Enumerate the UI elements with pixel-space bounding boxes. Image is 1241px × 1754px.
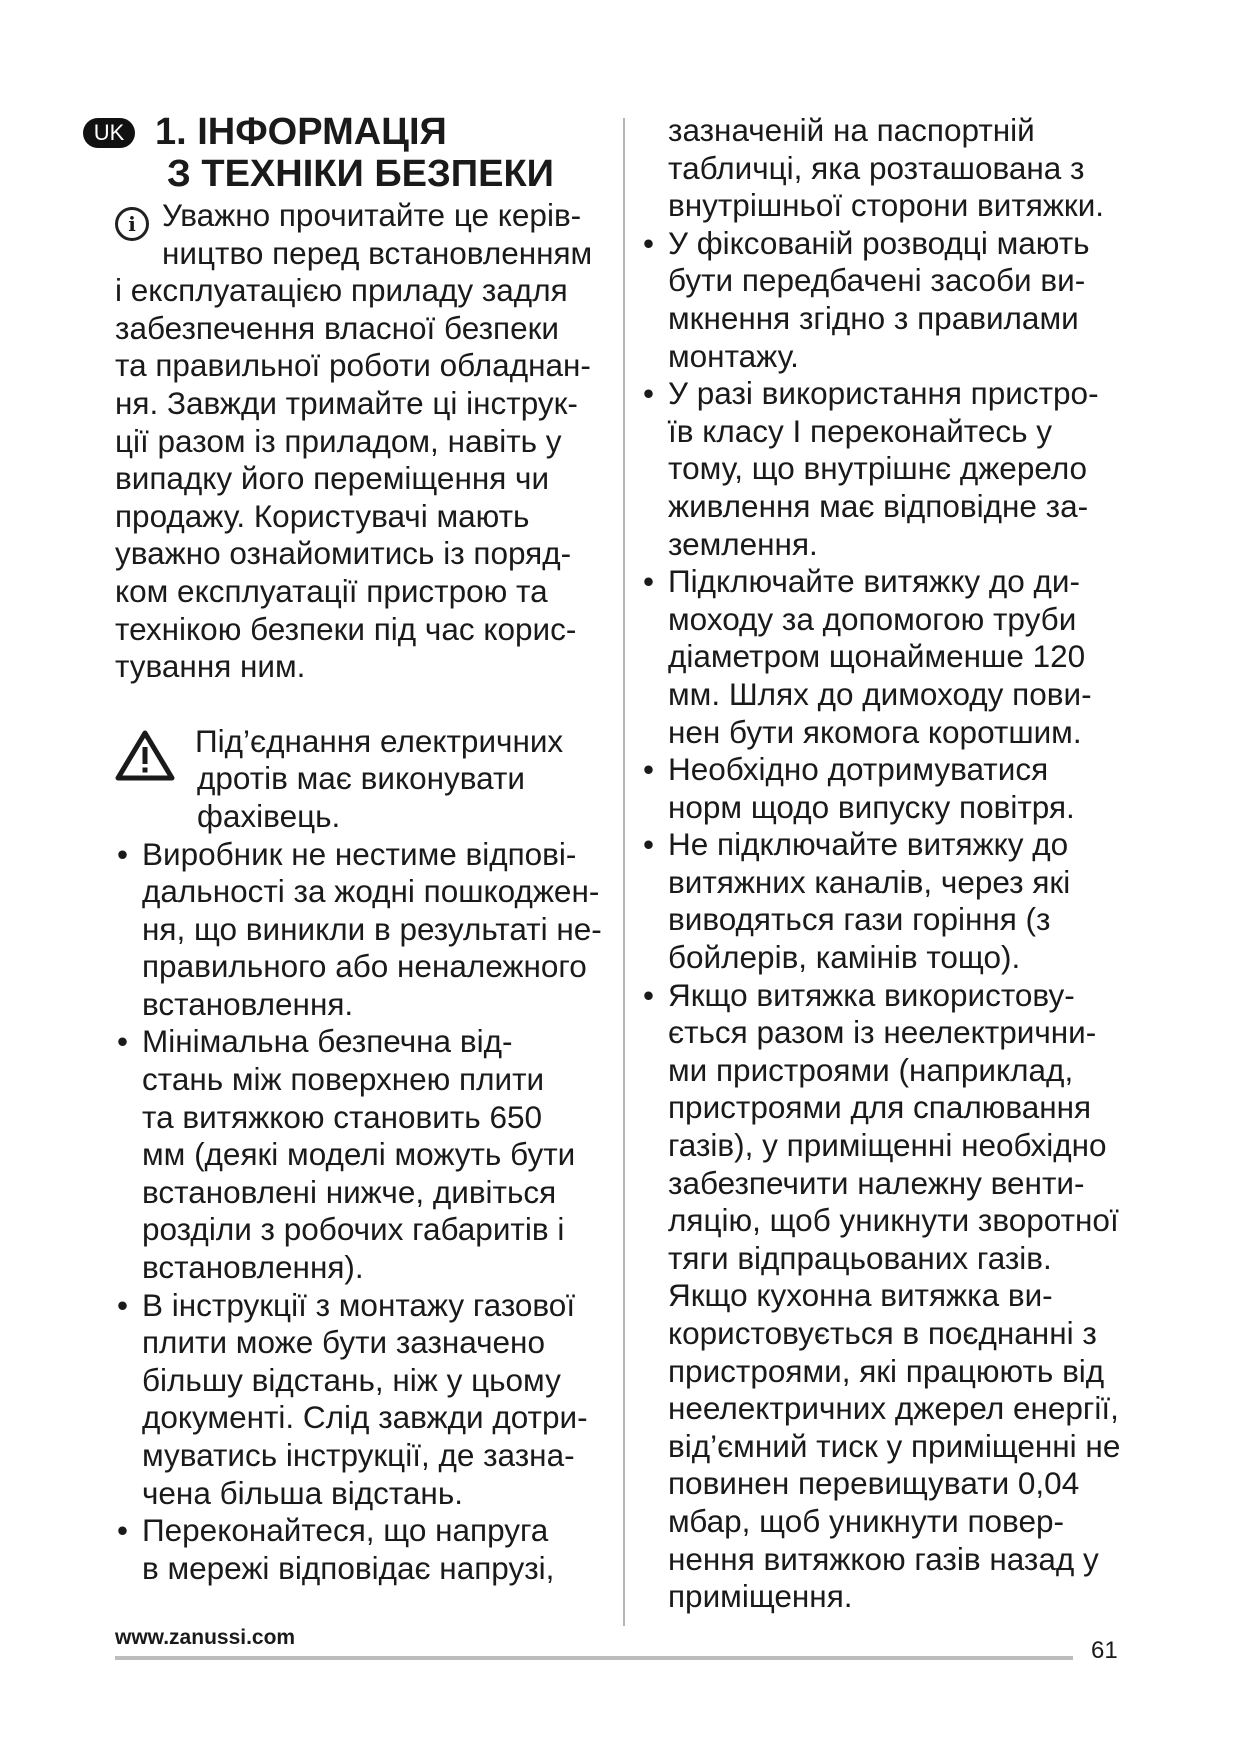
column-divider [623, 118, 625, 1626]
bullet-line: від’ємний тиск у приміщенні не [668, 1427, 1121, 1464]
bullet-line: В інструкції з монтажу газової [142, 1286, 576, 1323]
warning-paragraph [115, 723, 621, 836]
bullet-line: розділи з робочих габаритів і [142, 1211, 565, 1248]
bullet-line: мм. Шлях до димоходу пови- [668, 675, 1092, 712]
warning-line: фахівець. [197, 797, 341, 834]
bullet-line: діаметром щонайменше 120 [668, 638, 1086, 675]
bullet-line: приміщення. [668, 1578, 853, 1615]
bullet-line: нення витяжкою газів назад у [668, 1540, 1099, 1577]
text-line: внутрішньої сторони витяжки. [668, 187, 1105, 224]
bullet-line: газів), у приміщенні необхідно [668, 1127, 1107, 1164]
bullet-item [115, 836, 621, 1024]
bullet-line: нен бути якомога коротшим. [668, 713, 1082, 750]
continuation-paragraph [641, 112, 1147, 225]
intro-line: ції разом із приладом, навіть у [115, 422, 562, 459]
bullet-line: користовується в поєднанні з [668, 1315, 1097, 1351]
language-badge: UK [83, 118, 135, 148]
bullet-line: плити може бути зазначено [142, 1324, 545, 1361]
warning-triangle-icon [115, 729, 175, 781]
bullet-line: та витяжкою становить 650 [142, 1098, 542, 1135]
bullet-line: Мінімальна безпечна від- [142, 1023, 513, 1060]
page-number: 61 [1091, 1637, 1118, 1664]
bullet-line: норм щодо випуску повітря. [668, 788, 1075, 825]
intro-paragraph [115, 197, 621, 686]
bullet-line: встановлення). [142, 1249, 364, 1286]
text-line: зазначеній на паспортній [668, 112, 1035, 148]
bullet-line: монтажу. [668, 337, 799, 374]
bullet-line: муватись інструкції, де зазна- [142, 1437, 575, 1473]
bullet-item [641, 375, 1147, 563]
intro-line: тування ним. [115, 648, 306, 685]
intro-line: та правильної роботи обладнан- [115, 347, 591, 384]
bullet-line: ляцію, щоб уникнути зворотної [668, 1202, 1119, 1239]
bullet-line: виводяться гази горіння (з [668, 901, 1051, 938]
heading-line-2: З ТЕХНІКИ БЕЗПЕКИ [167, 153, 554, 195]
intro-line: забезпечення власної безпеки [115, 309, 559, 346]
bullet-line: документі. Слід завжди дотри- [142, 1399, 588, 1436]
bullet-line: повинен перевищувати 0,04 [668, 1465, 1080, 1502]
bullet-line: їв класу I переконайтесь у [668, 412, 1053, 449]
bullet-icon: • [117, 1512, 129, 1549]
bullet-item [115, 1287, 621, 1513]
intro-line: уважно ознайомитись із поряд- [115, 535, 572, 572]
bullet-line: У разі використання пристро- [668, 375, 1099, 412]
bullet-line: Якщо кухонна витяжка ви- [668, 1277, 1053, 1314]
bullet-line: витяжних каналів, через які [668, 863, 1071, 900]
bullet-line: дальності за жодні пошкоджен- [142, 873, 600, 910]
intro-line: ня. Завжди тримайте ці інструк- [115, 384, 578, 421]
bullet-line: Необхідно дотримуватися [668, 751, 1049, 788]
bullet-line: бути передбачені засоби ви- [668, 262, 1086, 299]
intro-line: продажу. Користувачі мають [115, 497, 530, 534]
bullet-line: Підключайте витяжку до ди- [668, 563, 1080, 600]
bullet-item [641, 563, 1147, 751]
bullet-item [641, 225, 1147, 375]
bullet-icon: • [643, 826, 655, 863]
section-heading [93, 111, 621, 196]
footer-website-link[interactable]: www.zanussi.com [115, 1626, 296, 1649]
intro-line: і експлуатацією приладу задля [115, 272, 568, 309]
bullet-line: правильного або неналежного [142, 948, 587, 985]
bullet-item [641, 826, 1147, 976]
bullet-line: в мережі відповідає напрузі, [142, 1549, 555, 1586]
bullet-line: Переконайтеся, що напруга [142, 1512, 549, 1549]
left-column [93, 111, 621, 1587]
bullet-line: У фіксованій розводці мають [668, 224, 1090, 261]
bullet-line: тому, що внутрішнє джерело [668, 450, 1088, 487]
bullet-icon: • [643, 224, 655, 261]
bullet-line: мбар, щоб уникнути повер- [668, 1502, 1064, 1539]
bullet-icon: • [643, 976, 655, 1013]
bullet-line: пристроями, які працюють від [668, 1352, 1105, 1389]
bullet-line: більшу відстань, ніж у цьому [142, 1361, 561, 1398]
bullet-line: землення. [668, 525, 818, 562]
intro-line: технікою безпеки під час корис- [115, 610, 577, 647]
bullet-line: Не підключайте витяжку до [668, 826, 1069, 863]
bullet-icon: • [643, 563, 655, 600]
bullet-line: ється разом із неелектрични- [668, 1014, 1097, 1051]
text-line: табличці, яка розташована з [668, 149, 1085, 186]
footer-rule [115, 1656, 1073, 1660]
heading-line-1: 1. ІНФОРМАЦІЯ [155, 111, 447, 153]
bullet-line: мм (деякі моделі можуть бути [142, 1136, 576, 1173]
bullet-line: бойлерів, камінів тощо). [668, 939, 1021, 976]
bullet-item [641, 751, 1147, 826]
bullet-icon: • [117, 1286, 129, 1323]
warning-line: дротів має виконувати [197, 760, 525, 797]
bullet-line: неелектричних джерел енергії, [668, 1390, 1119, 1427]
bullet-line: моходу за допомогою труби [668, 600, 1077, 637]
warning-line: Під’єднання електричних [195, 722, 564, 759]
bullet-line: ня, що виникли в результаті не- [142, 910, 602, 947]
bullet-icon: • [117, 1023, 129, 1060]
bullet-line: Якщо витяжка використову- [668, 976, 1075, 1013]
bullet-line: стань між поверхнею плити [142, 1061, 545, 1098]
bullet-line: чена більша відстань. [142, 1474, 463, 1511]
bullet-item [641, 977, 1147, 1616]
intro-line: ництво перед встановленням [162, 234, 593, 271]
info-icon: i [115, 207, 149, 241]
bullet-icon: • [643, 751, 655, 788]
bullet-line: мкнення згідно з правилами [668, 299, 1079, 336]
bullet-line: Виробник не нестиме відпові- [142, 835, 577, 872]
intro-line: ком експлуатації пристрою та [115, 572, 548, 609]
intro-line: Уважно прочитайте це керів- [162, 197, 582, 233]
bullet-icon: • [117, 835, 129, 872]
bullet-line: ми пристроями (наприклад, [668, 1051, 1074, 1088]
bullet-item [115, 1512, 621, 1587]
bullet-line: тяги відпрацьованих газів. [668, 1239, 1052, 1276]
bullet-line: забезпечити належну венти- [668, 1164, 1085, 1201]
bullet-line: живлення має відповідне за- [668, 487, 1089, 524]
bullet-icon: • [643, 375, 655, 412]
bullet-line: встановлені нижче, дивіться [142, 1173, 557, 1210]
bullet-line: встановлення. [142, 985, 354, 1022]
right-column [641, 112, 1147, 1616]
bullet-item [115, 1023, 621, 1286]
bullet-line: пристроями для спалювання [668, 1089, 1092, 1126]
intro-line: випадку його переміщення чи [115, 460, 550, 497]
